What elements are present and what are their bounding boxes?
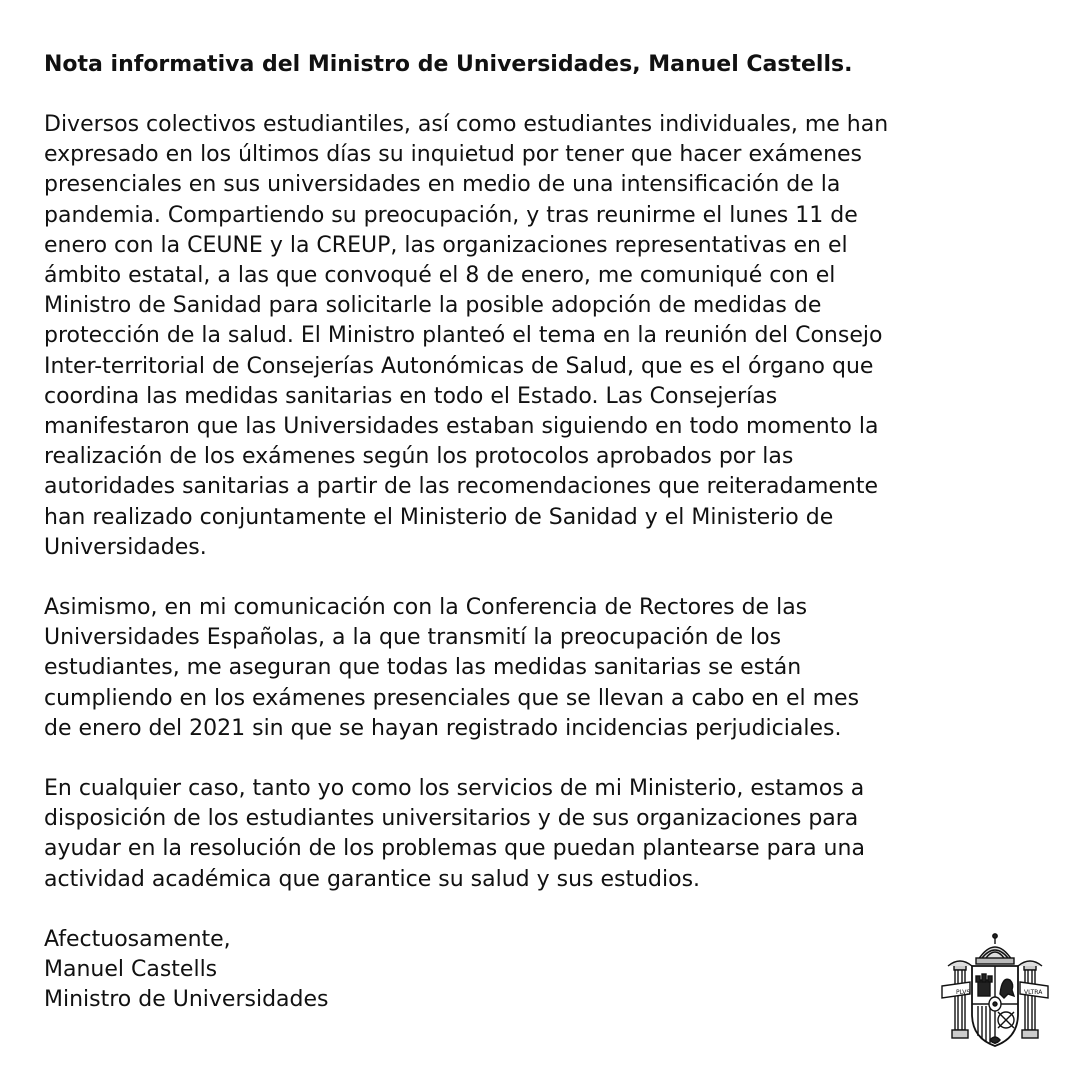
paragraph-line: Universidades Españolas, a la que transmití la preocupación de los	[44, 625, 782, 651]
paragraph-line: protección de la salud. El Ministro planteó el tema en la reunión del Consejo	[44, 323, 883, 349]
signatory-title: Ministro de Universidades	[44, 987, 329, 1013]
paragraph-line: Inter-territorial de Consejerías Autonómicas de Salud, que es el órgano que	[44, 353, 874, 379]
motto-right: VLTRA	[1024, 989, 1043, 996]
signature-block	[44, 925, 1044, 1016]
paragraph-line: enero con la CEUNE y la CREUP, las organizaciones representativas en el	[44, 232, 848, 258]
paragraph-line: actividad académica que garantice su salud y sus estudios.	[44, 866, 701, 892]
closing-line: Afectuosamente,	[44, 926, 231, 952]
paragraph-line: Ministro de Sanidad para solicitarle la posible adopción de medidas de	[44, 293, 822, 319]
signatory-name: Manuel Castells	[44, 957, 218, 983]
paragraph-line: autoridades sanitarias a partir de las recomendaciones que reiteradamente	[44, 474, 879, 500]
paragraph-line: Diversos colectivos estudiantiles, así como estudiantes individuales, me han	[44, 112, 889, 137]
paragraph-line: expresado en los últimos días su inquietud por tener que hacer exámenes	[44, 142, 863, 168]
spain-coat-of-arms-icon	[940, 932, 1050, 1050]
paragraph-line: coordina las medidas sanitarias en todo el Estado. Las Consejerías	[44, 383, 778, 409]
note-title: Nota informativa del Ministro de Universidades, Manuel Castells.	[44, 52, 853, 77]
paragraph-line: manifestaron que las Universidades estaban siguiendo en todo momento la	[44, 414, 879, 440]
paragraph-line: han realizado conjuntamente el Ministerio de Sanidad y el Ministerio de	[44, 504, 834, 530]
paragraph-line: presenciales en sus universidades en medio de una intensificación de la	[44, 172, 841, 198]
paragraph-line: de enero del 2021 sin que se hayan registrado incidencias perjudiciales.	[44, 715, 842, 741]
paragraph-3	[44, 774, 1044, 895]
paragraph-line: Universidades.	[44, 534, 207, 560]
paragraph-line: En cualquier caso, tanto yo como los servicios de mi Ministerio, estamos a	[44, 776, 865, 802]
motto-left: PLVS	[956, 989, 971, 996]
note-document	[44, 50, 1044, 1015]
paragraph-line: disposición de los estudiantes universitarios y de sus organizaciones para	[44, 806, 859, 832]
paragraph-2	[44, 593, 1044, 744]
paragraph-line: Asimismo, en mi comunicación con la Conferencia de Rectores de las	[44, 595, 808, 621]
paragraph-1	[44, 110, 1044, 563]
paragraph-line: ámbito estatal, a las que convoqué el 8 de enero, me comuniqué con el	[44, 263, 836, 289]
paragraph-line: cumpliendo en los exámenes presenciales que se llevan a cabo en el mes	[44, 685, 860, 711]
paragraph-line: realización de los exámenes según los protocolos aprobados por las	[44, 444, 794, 470]
paragraph-line: estudiantes, me aseguran que todas las medidas sanitarias se están	[44, 655, 802, 681]
paragraph-line: pandemia. Compartiendo su preocupación, y tras reunirme el lunes 11 de	[44, 202, 858, 228]
paragraph-line: ayudar en la resolución de los problemas que puedan plantearse para una	[44, 836, 865, 862]
